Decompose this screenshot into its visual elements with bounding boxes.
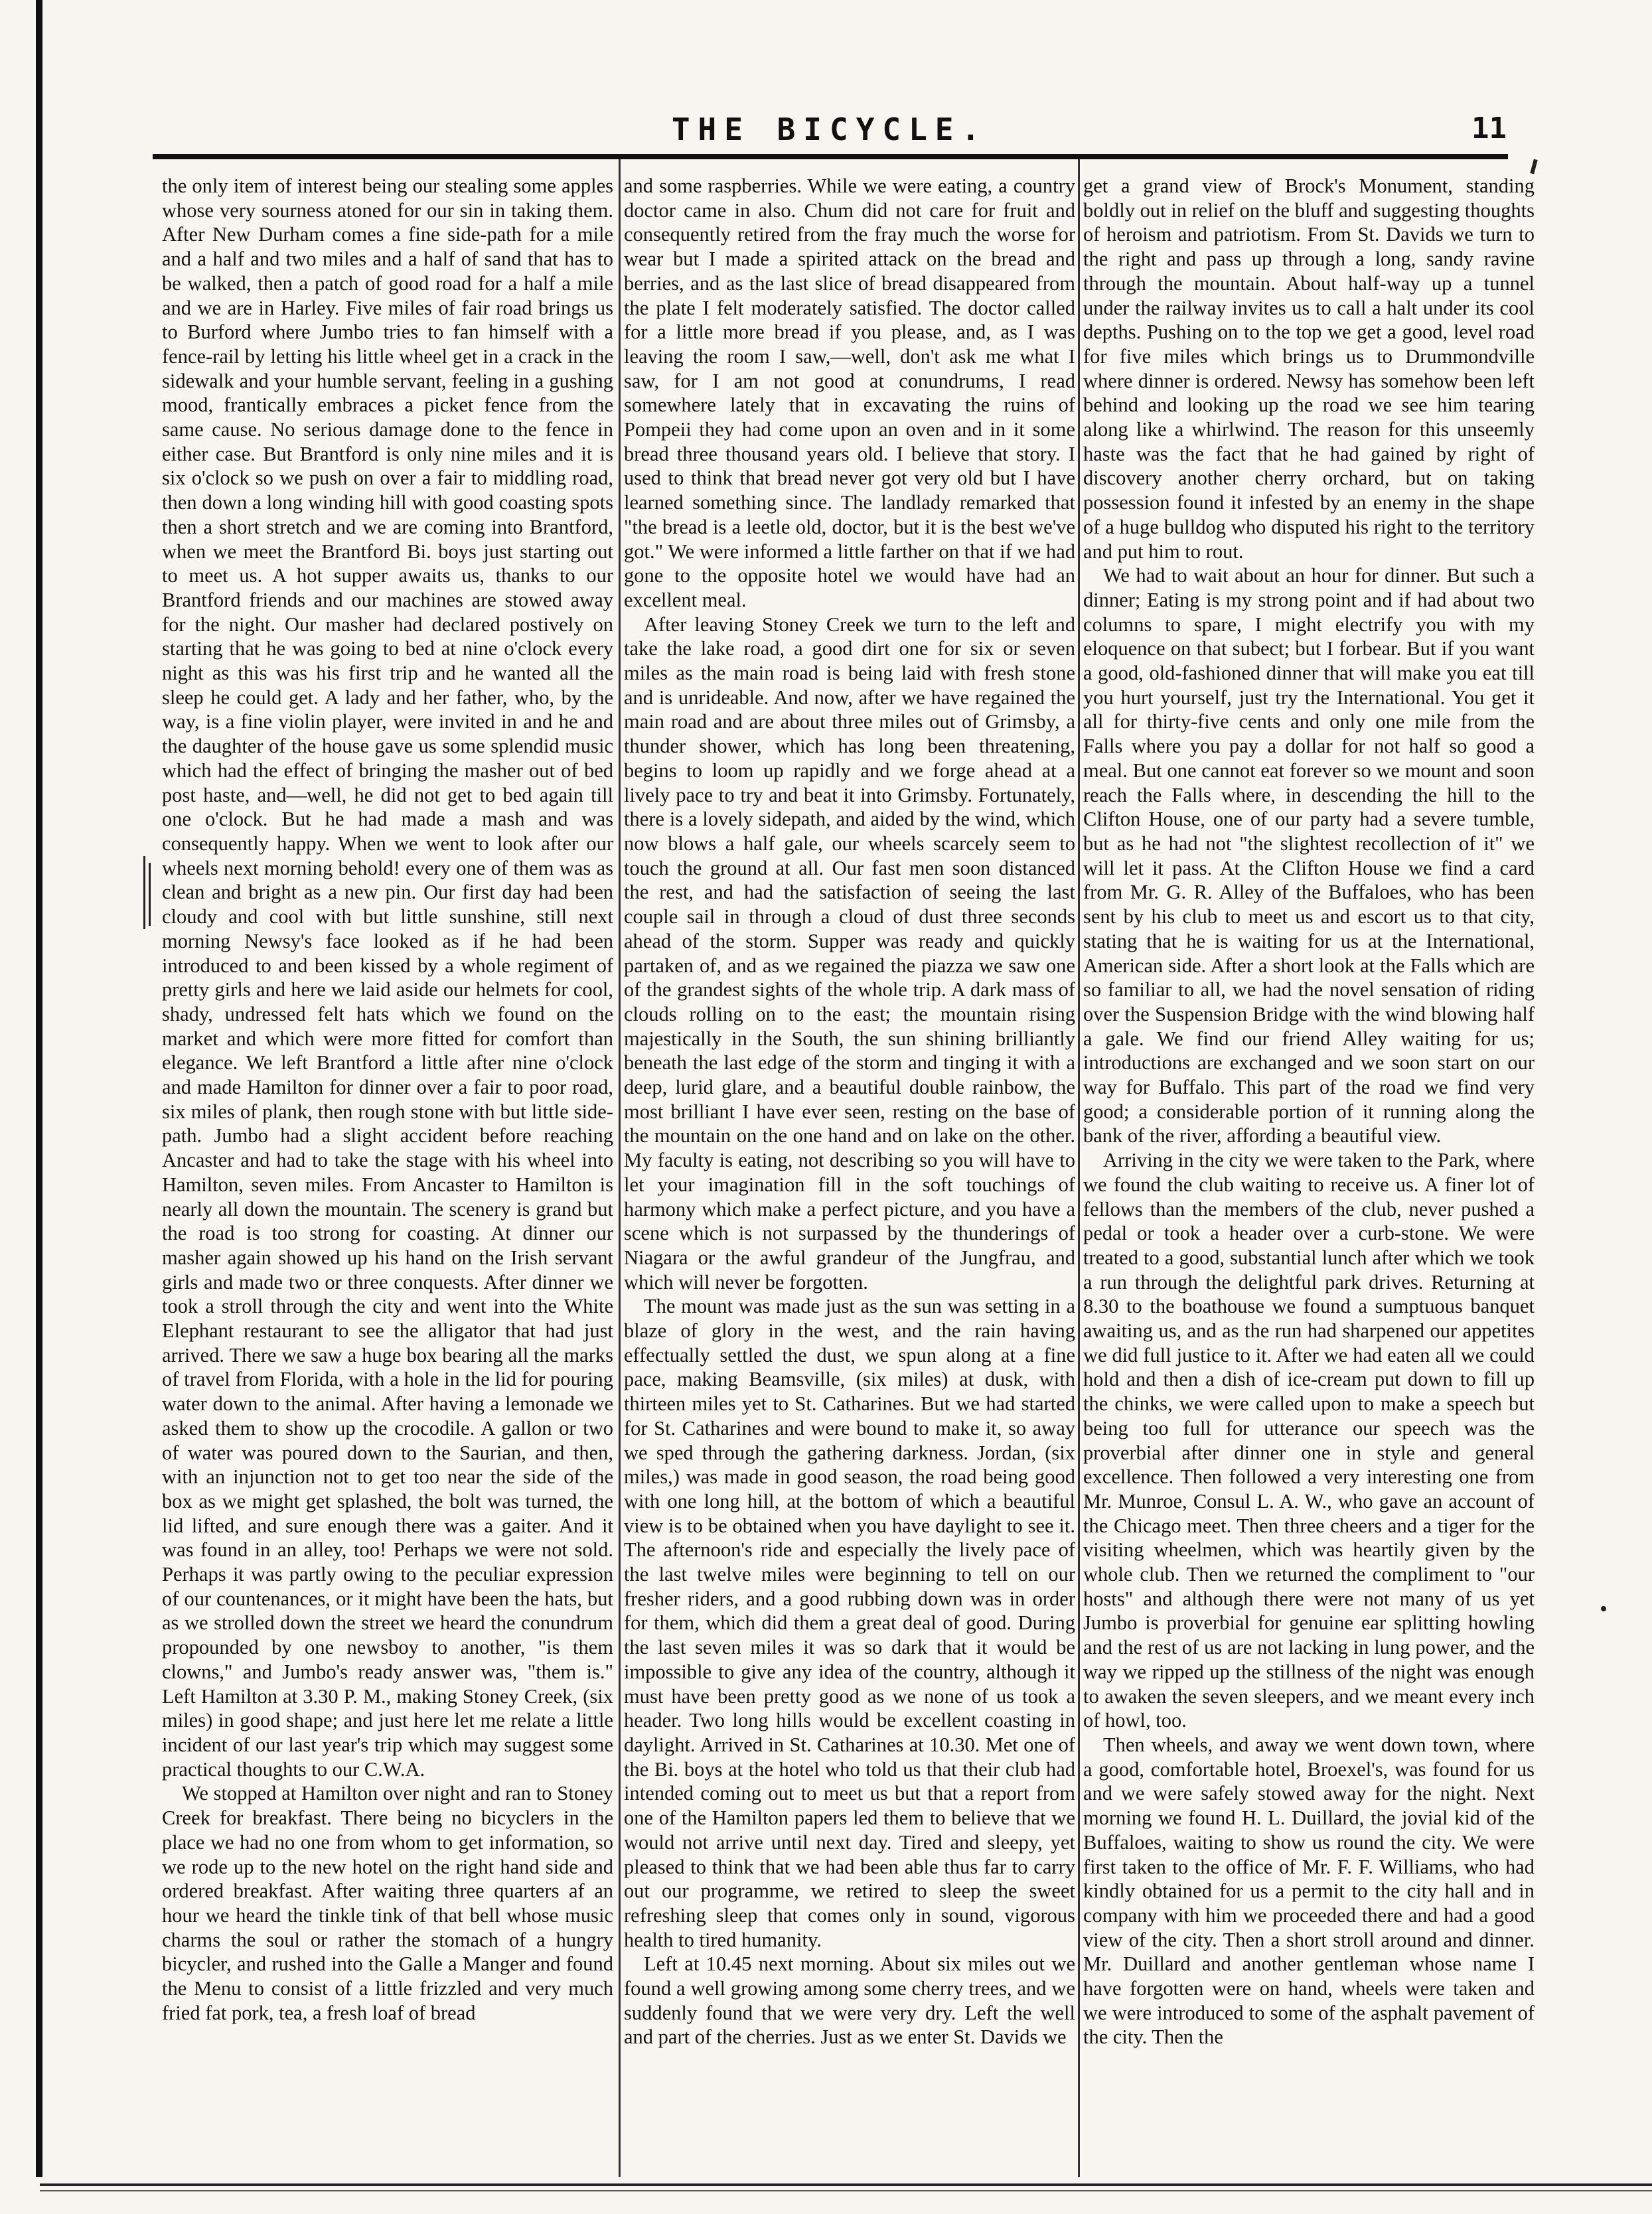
margin-mark	[1601, 1606, 1606, 1611]
paragraph: After leaving Stoney Creek we turn to the left and take the lake road, a good dirt one for six or seven miles as the main road is being laid with fresh stone and is unrideable. And now, after we have regained the main road and are about three miles out of Grimsby, a thunder shower, which has long been threatening, begins to loom up rapidly and we forge ahead at a lively pace to try and beat it into Grimsby. Fortunately, there is a lovely sidepath, and aided by the wind, which now blows a half gale, our wheels scarcely seem to touch the ground at all. Our fast men soon distanced the rest, and had the satisfaction of seeing the last couple sail in through a cloud of dust three seconds ahead of the storm. Supper was ready and quickly partaken of, and as we regained the piazza we saw one of the grandest sights of the whole trip. A dark mass of clouds rolling on to the east; the mountain rising majestically in the South, the sun shining brilliantly beneath the last edge of the storm and tinging it with a deep, lurid glare, and a beautiful double rainbow, the most brilliant I have ever seen, resting on the base of the mountain on the one hand and on lake on the other. My faculty is eating, not describing so you will have to let your imagination fill in the soft touchings of harmony which make a perfect picture, and you have a scene which is not surpassed by the thunderings of Niagara or the awful grandeur of the Jungfrau, and which will never be forgotten.	[624, 613, 1075, 1293]
paragraph: Arriving in the city we were taken to the Park, where we found the club waiting to receive us. A finer lot of fellows than the members of the club, never pushed a pedal or took a header over a curb-stone. We were treated to a good, substantial lunch after which we took a run through the delightful park drives. Returning at 8.30 to the boathouse we found a sumptuous banquet awaiting us, and as the run had sharpened our appetites we did full justice to it. After we had eaten all we could hold and then a dish of ice-cream put down to fill up the chinks, we were called upon to make a speech but being too full for utterance our speech was the proverbial after dinner one in style and general excellence. Then followed a very interesting one from Mr. Munroe, Consul L. A. W., who gave an account of the Chicago meet. Then three cheers and a tiger for the visiting wheelmen, which was heartily given by the whole club. Then we returned the compliment to "our hosts" and although there were not many of us yet Jumbo is proverbial for genuine ear splitting howling and the rest of us are not lacking in lung power, and the way we ripped up the stillness of the night was enough to awaken the seven sleepers, and we meant every inch of howl, too.	[1083, 1149, 1535, 1732]
paragraph: Left at 10.45 next morning. About six miles out we found a well growing among some cherry trees, and we suddenly found that we were very dry. Left the well and part of the cherries. Just as we enter St. Davids we	[624, 1953, 1075, 2049]
article-column-1	[162, 174, 613, 2178]
article-column-2	[624, 174, 1075, 2178]
bottom-rule	[40, 2183, 1652, 2186]
paragraph: get a grand view of Brock's Monument, standing boldly out in relief on the bluff and suggesting thoughts of heroism and patriotism. From St. Davids we turn to the right and pass up through a long, sandy ravine through the mountain. About half-way up a tunnel under the railway invites us to call a halt under its cool depths. Pushing on to the top we get a good, level road for five miles which brings us to Drummondville where dinner is ordered. Newsy has somehow been left behind and looking up the road we see him tearing along like a whirlwind. The reason for this unseemly haste was the fact that he had gained by right of discovery another cherry orchard, but on taking possession found it infested by an enemy in the shape of a huge bulldog who disputed his right to the territory and put him to rout.	[1083, 175, 1535, 563]
bottom-rule	[40, 2190, 1652, 2191]
margin-mark	[1530, 159, 1537, 175]
publication-title: THE BICYCLE.	[671, 111, 988, 147]
margin-mark	[149, 863, 151, 926]
paragraph: Then wheels, and away we went down town, where a good, comfortable hotel, Broexel's, was found for us and we were safely stowed away for the night. Next morning we found H. L. Duillard, the jovial kid of the Buffaloes, waiting to show us round the city. We were first taken to the office of Mr. F. F. Williams, who had kindly obtained for us a permit to the city hall and in company with him we proceeded there and had a good view of the city. Then a short stroll around and dinner. Mr. Duillard and another gentleman whose name I have forgotten were on hand, wheels were taken and we were introduced to some of the asphalt pavement of the city. Then the	[1083, 1734, 1535, 2049]
column-divider	[1078, 159, 1080, 2177]
paragraph: The mount was made just as the sun was setting in a blaze of glory in the west, and the rain having effectually settled the dust, we spun along at a fine pace, making Beamsville, (six miles) at dusk, with thirteen miles yet to St. Catharines. But we had started for St. Catharines and were bound to make it, so away we sped through the gathering darkness. Jordan, (six miles,) was made in good season, the road being good with one long hill, at the bottom of which a beautiful view is to be obtained when you have daylight to see it. The afternoon's ride and especially the lively pace of the last twelve miles were beginning to tell on our fresher riders, and a good rubbing down was in order for them, which did them a great deal of good. During the last seven miles it was so dark that it would be impossible to give any idea of the country, although it must have been pretty good as we none of us took a header. Two long hills would be excellent coasting in daylight. Arrived in St. Catharines at 10.30. Met one of the Bi. boys at the hotel who told us that their club had intended coming out to meet us but that a report from one of the Hamilton papers led them to believe that we would not arrive until next day. Tired and sleepy, yet pleased to think that we had been able thus far to carry out our programme, we retired to sleep the sweet refreshing sleep that comes only in sound, vigorous health to tired humanity.	[624, 1295, 1075, 1951]
page-number: 11	[1471, 111, 1507, 145]
margin-mark	[143, 856, 145, 929]
page-header	[153, 111, 1507, 151]
paragraph: the only item of interest being our stealing some apples whose very sourness atoned for our sin in taking them. After New Durham comes a fine side-path for a mile and a half and two miles and a half of sand that has to be walked, then a patch of good road for a half a mile and we are in Harley. Five miles of fair road brings us to Burford where Jumbo tries to fan himself with a fence-rail by letting his little wheel get in a crack in the sidewalk and your humble servant, feeling in a gushing mood, frantically embraces a picket fence from the same cause. No serious damage done to the fence in either case. But Brantford is only nine miles and it is six o'clock so we push on over a fair to middling road, then down a long winding hill with good coasting spots then a short stretch and we are coming into Brantford, when we meet the Brantford Bi. boys just starting out to meet us. A hot supper awaits us, thanks to our Brantford friends and our machines are stowed away for the night. Our masher had declared postively on starting that he was going to bed at nine o'clock every night as this was his first trip and he wanted all the sleep he could get. A lady and her father, who, by the way, is a fine violin player, were invited in and he and the daughter of the house gave us some splendid music which had the effect of bringing the masher out of bed post haste, and—well, he did not get to bed again till one o'clock. But he had made a mash and was consequently happy. When we went to look after our wheels next morning behold! every one of them was as clean and bright as a new pin. Our first day had been cloudy and cool with but little sunshine, still next morning Newsy's face looked as if he had been introduced to and been kissed by a whole regiment of pretty girls and here we laid aside our helmets for cool, shady, undressed felt hats which we found on the market and which were more fitted for comfort than elegance. We left Brantford a little after nine o'clock and made Hamilton for dinner over a fair to poor road, six miles of plank, then rough stone with but little side-path. Jumbo had a slight accident before reaching Ancaster and had to take the stage with his wheel into Hamilton, seven miles. From Ancaster to Hamilton is nearly all down the mountain. The scenery is grand but the road is too strong for coasting. At dinner our masher again showed up his hand on the Irish servant girls and made two or three conquests. After dinner we took a stroll through the city and went into the White Elephant restaurant to see the alligator that had just arrived. There we saw a huge box bearing all the marks of travel from Florida, with a hole in the lid for pouring water down to the animal. After having a lemonade we asked them to show up the crocodile. A gallon or two of water was poured down to the Saurian, and then, with an injunction not to get too near the side of the box as we might get splashed, the bolt was turned, the lid lifted, and sure enough there was a gaiter. And it was found in an alley, too! Perhaps we were not sold. Perhaps it was partly owing to the peculiar expression of our countenances, or it might have been the hats, but as we strolled down the street we heard the conundrum propounded by one newsboy to another, "is them clowns," and Jumbo's ready answer was, "them is." Left Hamilton at 3.30 P. M., making Stoney Creek, (six miles) in good shape; and just here let me relate a little incident of our last year's trip which may suggest some practical thoughts to our C.W.A.	[162, 175, 613, 1781]
paragraph: and some raspberries. While we were eating, a country doctor came in also. Chum did not care for fruit and consequently retired from the fray much the worse for wear but I made a spirited attack on the bread and berries, and as the last slice of bread disappeared from the plate I felt moderately satisfied. The doctor called for a little more bread if you please, and, as I was leaving the room I saw,—well, don't ask me what I saw, for I am not good at conundrums, I read somewhere lately that in excavating the ruins of Pompeii they had come upon an oven and in it some bread three thousand years old. I believe that story. I used to think that bread never got very old but I have learned something since. The landlady remarked that "the bread is a leetle old, doctor, but it is the best we've got." We were informed a little farther on that if we had gone to the opposite hotel we would have had an excellent meal.	[624, 175, 1075, 611]
header-rule	[153, 154, 1508, 159]
page-binding-edge	[36, 0, 42, 2177]
paragraph: We stopped at Hamilton over night and ran to Stoney Creek for breakfast. There being no bicyclers in the place we had no one from whom to get information, so we rode up to the new hotel on the right hand side and ordered breakfast. After waiting three quarters af an hour we heard the tinkle tink of that bell whose music charms the soul or rather the stomach of a hungry bicycler, and rushed into the Galle a Manger and found the Menu to consist of a little frizzled and very much fried fat pork, tea, a fresh loaf of bread	[162, 1782, 613, 2024]
article-column-3	[1083, 174, 1535, 2178]
column-divider	[619, 159, 621, 2177]
paragraph: We had to wait about an hour for dinner. But such a dinner; Eating is my strong point and if had about two columns to spare, I might electrify you with my eloquence on that subect; but I forbear. But if you want a good, old-fashioned dinner that will make you eat till you hurt yourself, just try the International. You get it all for thirty-five cents and only one mile from the Falls where you pay a dollar for not half so good a meal. But one cannot eat forever so we mount and soon reach the Falls where, in descending the hill to the Clifton House, one of our party had a severe tumble, but as he had not "the slightest recollection of it" we will let it pass. At the Clifton House we find a card from Mr. G. R. Alley of the Buffaloes, who has been sent by his club to meet us and escort us to that city, stating that he is waiting for us at the International, American side. After a short look at the Falls which are so familiar to all, we had the novel sensation of riding over the Suspension Bridge with the wind blowing half a gale. We find our friend Alley waiting for us; introductions are exchanged and we soon start on our way for Buffalo. This part of the road we find very good; a considerable portion of it running along the bank of the river, affording a beautiful view.	[1083, 564, 1535, 1147]
